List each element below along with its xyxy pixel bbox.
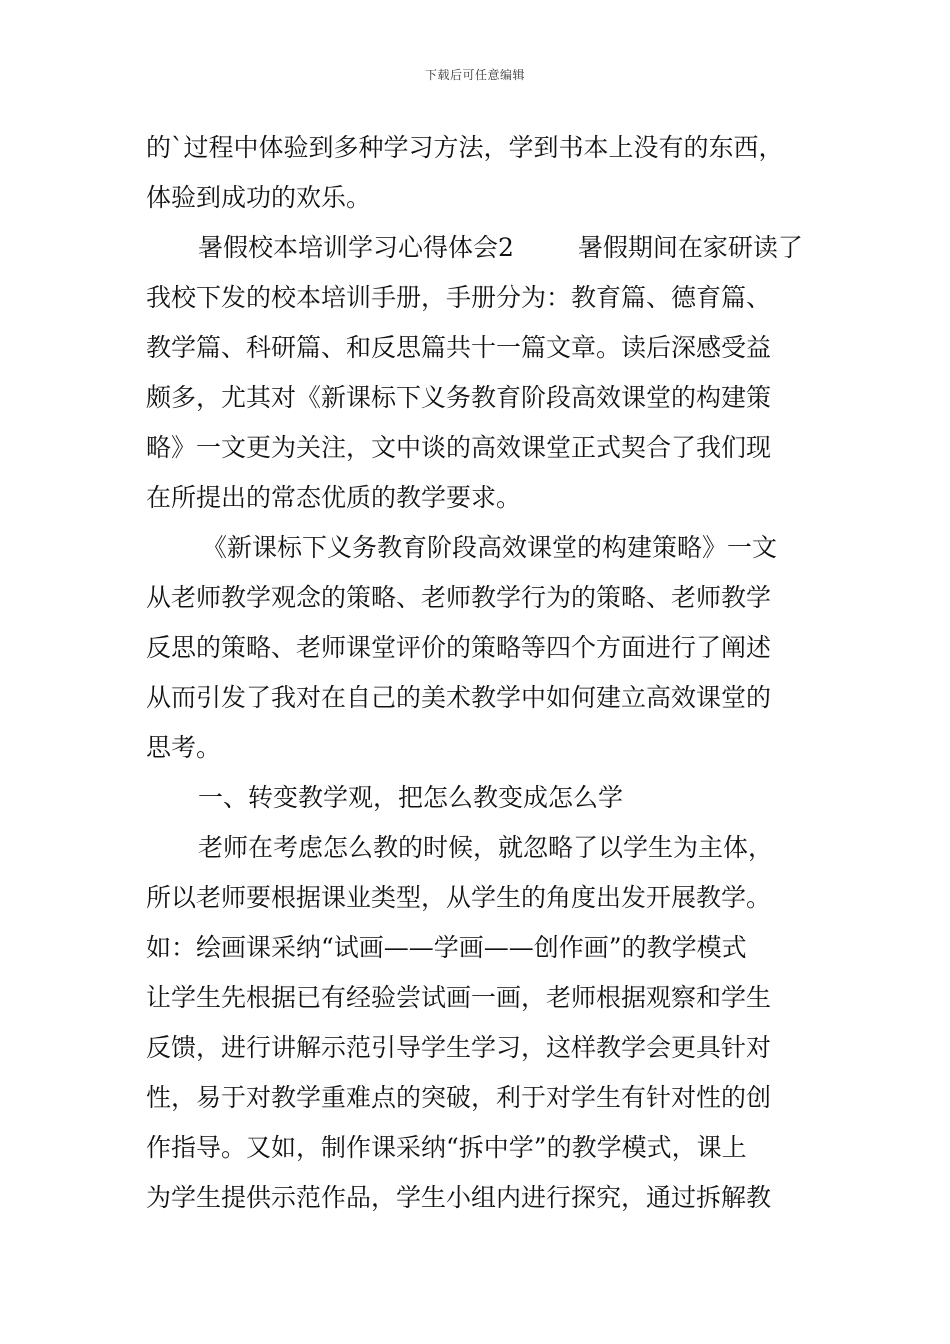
text-line: 思考。 xyxy=(146,733,222,762)
text-line: 为学生提供示范作品，学生小组内进行探究，通过拆解教 xyxy=(146,1183,772,1212)
section-title: 暑假校本培训学习心得体会2 xyxy=(198,233,514,262)
text-line: 如：绘画课采纳“试画——学画——创作画”的教学模式 xyxy=(146,933,747,962)
text-line: 反思的策略、老师课堂评价的策略等四个方面进行了阐述 xyxy=(146,633,772,662)
text-line: 我校下发的校本培训手册，手册分为：教育篇、德育篇、 xyxy=(146,283,772,312)
text-line: 的`过程中体验到多种学习方法，学到书本上没有的东西， xyxy=(146,133,784,162)
section-title-line xyxy=(146,223,810,273)
section-heading: 一、转变教学观，把怎么教变成怎么学 xyxy=(198,783,624,812)
document-body xyxy=(146,123,810,1223)
text-line: 暑假期间在家研读了 xyxy=(577,233,803,262)
text-line: 教学篇、科研篇、和反思篇共十一篇文章。读后深感受益 xyxy=(146,333,772,362)
text-line: 作指导。又如，制作课采纳“拆中学”的教学模式，课上 xyxy=(146,1133,747,1162)
text-line: 性，易于对教学重难点的突破，利于对学生有针对性的创 xyxy=(146,1083,772,1112)
text-line: 反馈，进行讲解示范引导学生学习，这样教学会更具针对 xyxy=(146,1033,772,1062)
text-line: 从而引发了我对在自己的美术教学中如何建立高效课堂的 xyxy=(146,683,772,712)
text-line: 在所提出的常态优质的教学要求。 xyxy=(146,483,522,512)
text-line: 让学生先根据已有经验尝试画一画，老师根据观察和学生 xyxy=(146,983,772,1012)
text-line: 略》一文更为关注，文中谈的高效课堂正式契合了我们现 xyxy=(146,433,772,462)
text-line: 从老师教学观念的策略、老师教学行为的策略、老师教学 xyxy=(146,583,772,612)
text-line: 所以老师要根据课业类型，从学生的角度出发开展教学。 xyxy=(146,883,772,912)
text-line: 老师在考虑怎么教的时候，就忽略了以学生为主体， xyxy=(198,833,774,862)
text-line: 《新课标下义务教育阶段高效课堂的构建策略》一文 xyxy=(202,533,778,562)
text-line: 体验到成功的欢乐。 xyxy=(146,183,372,212)
text-line: 颇多，尤其对《新课标下义务教育阶段高效课堂的构建策 xyxy=(146,383,772,412)
page-header: 下载后可任意编辑 xyxy=(424,68,525,82)
